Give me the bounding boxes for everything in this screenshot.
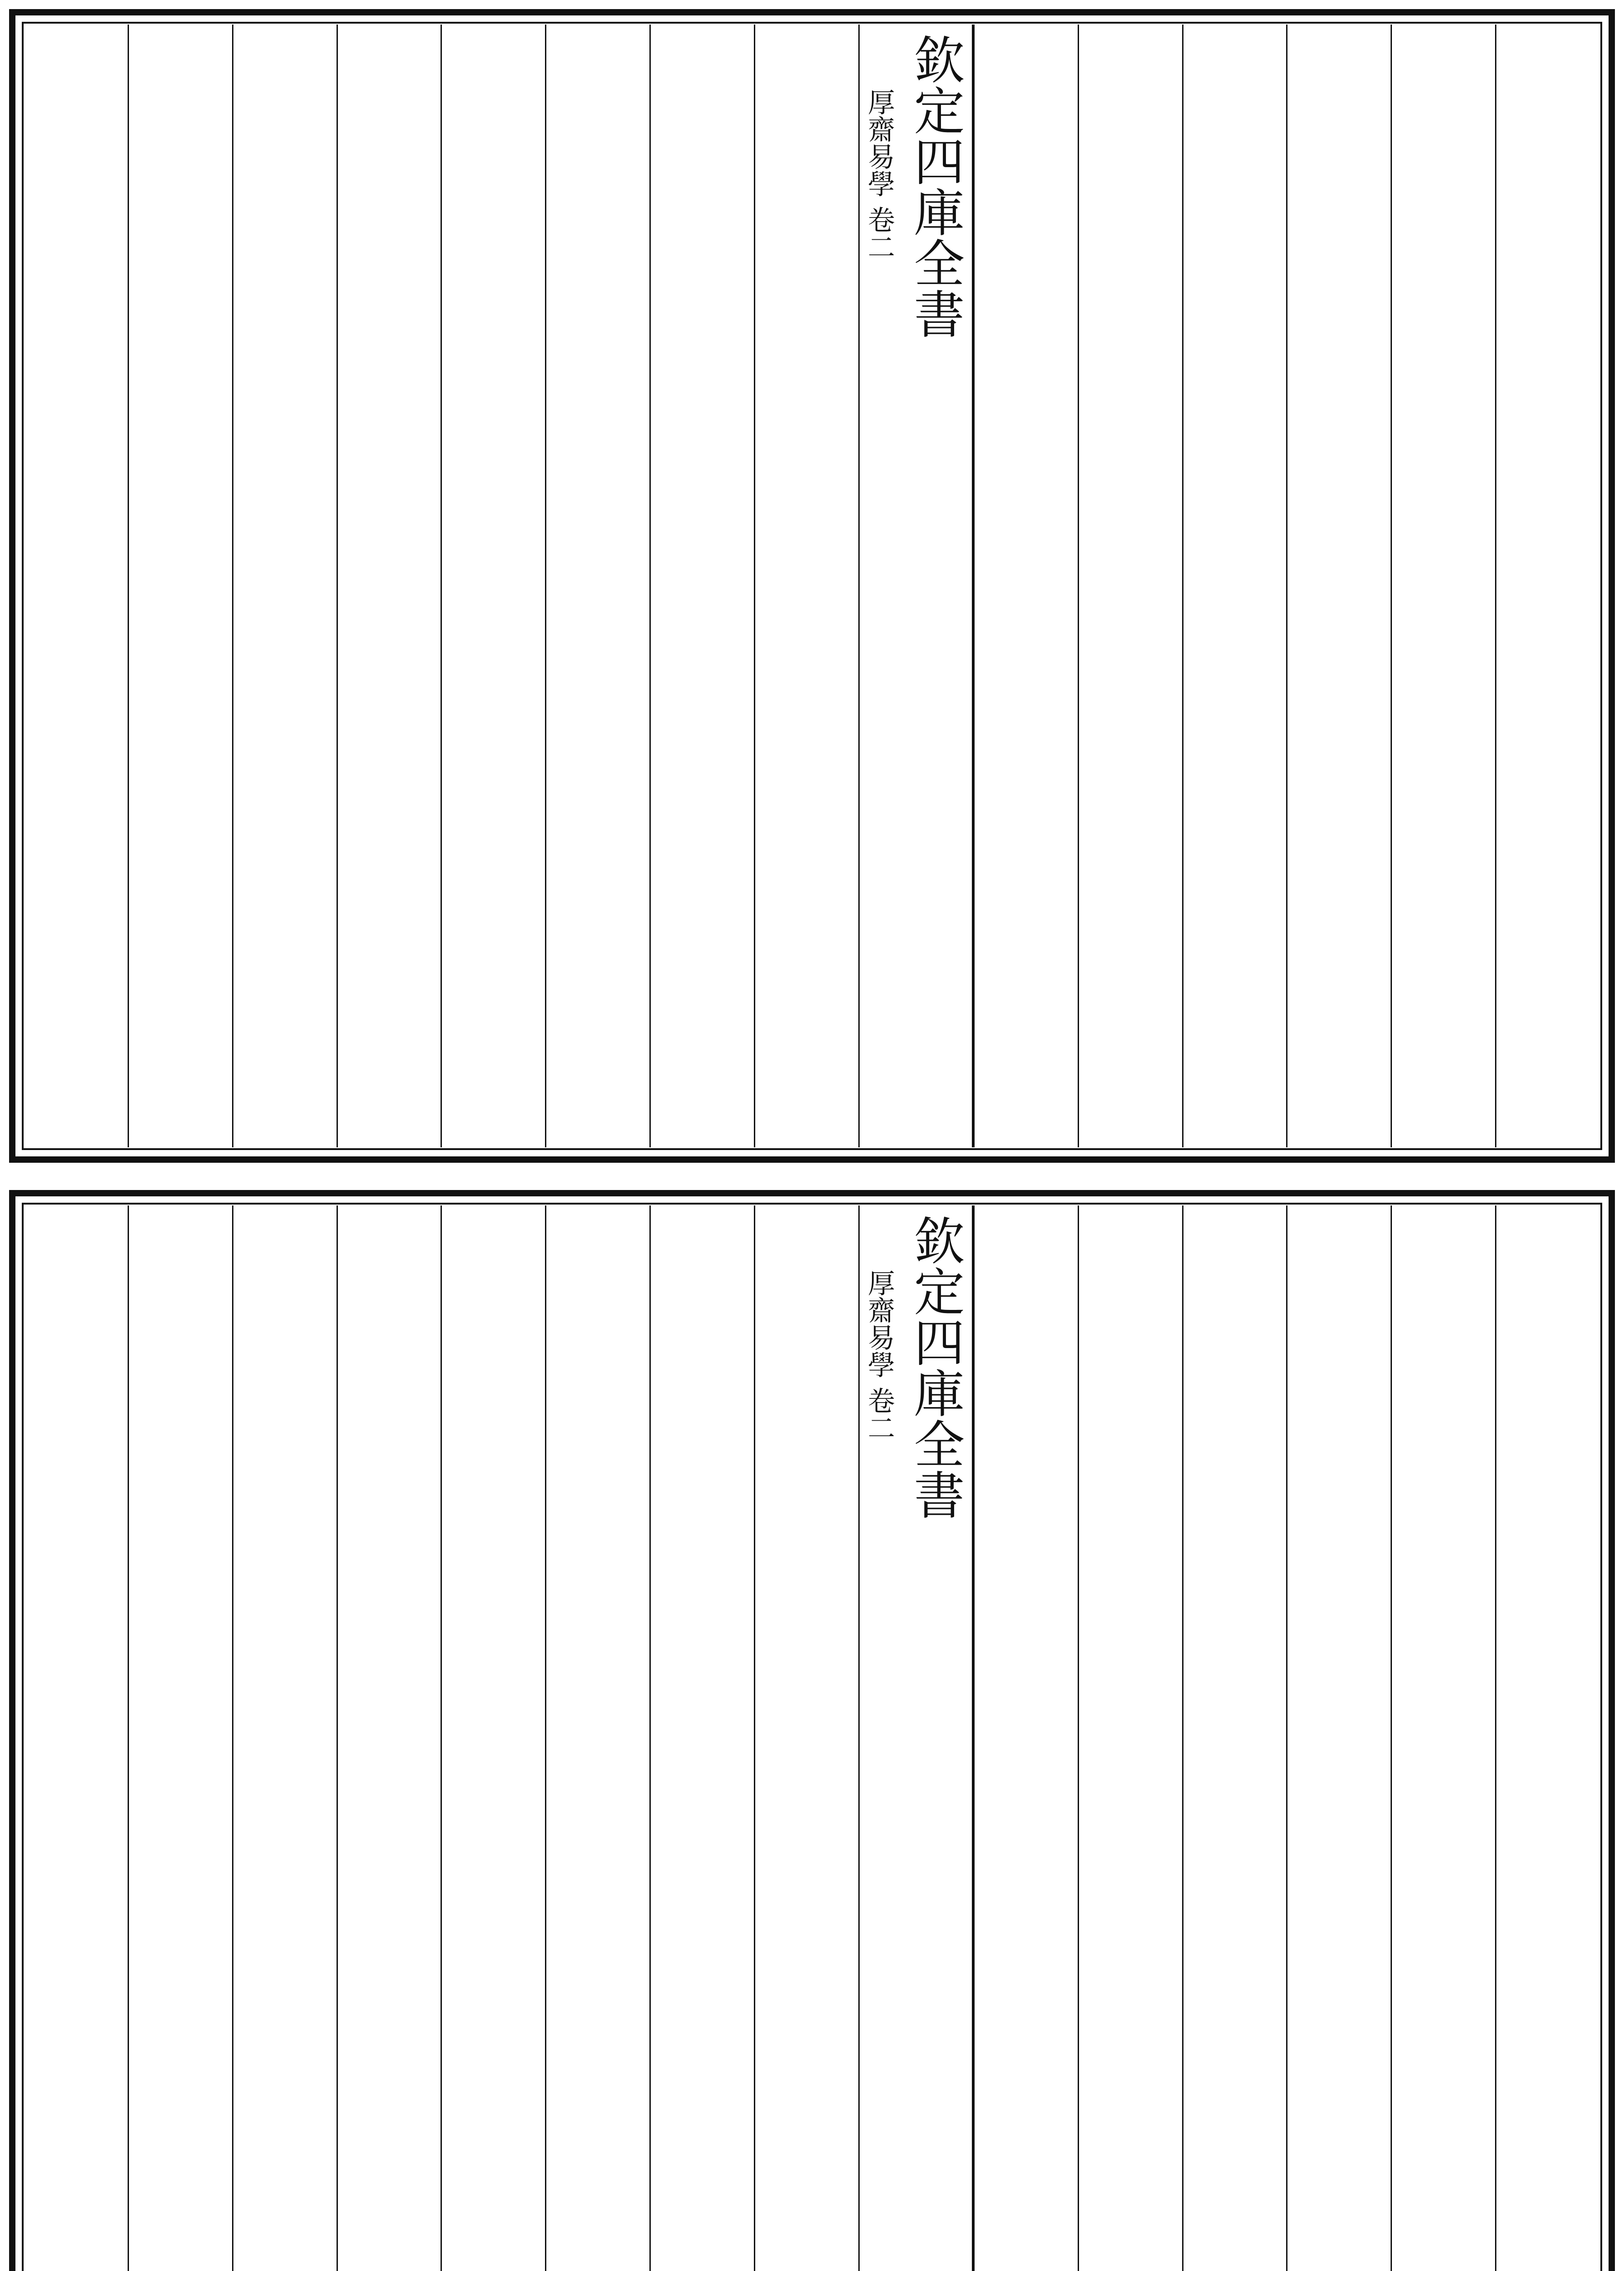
text-column [1495,1205,1599,2271]
center-fold [858,25,973,1147]
text-column [1078,25,1182,1147]
text-column [128,25,232,1147]
text-column [649,25,754,1147]
text-column [1078,1205,1182,2271]
center-fold [858,1205,973,2271]
text-column [1182,25,1287,1147]
text-column [649,1205,754,2271]
page-bottom-columns [25,1205,1599,2271]
text-column [337,1205,441,2271]
text-column [1182,1205,1287,2271]
text-column [754,25,858,1147]
text-column [1286,1205,1391,2271]
text-column [441,25,545,1147]
page-top-columns [25,25,1599,1147]
page-bottom [9,1190,1615,2271]
text-column [25,25,128,1147]
text-column [1495,25,1599,1147]
page-top [9,9,1615,1163]
fold-title: 欽定四庫全書 [905,1215,965,1520]
text-column [973,1205,1078,2271]
text-column [545,25,649,1147]
text-column [25,1205,128,2271]
text-column [545,1205,649,2271]
text-column [232,1205,337,2271]
text-column [441,1205,545,2271]
fold-subtitle: 厚齋易學 卷二 [863,88,895,261]
text-column [337,25,441,1147]
fold-subtitle: 厚齋易學 卷二 [863,1269,895,1442]
text-column [1391,25,1495,1147]
fold-title: 欽定四庫全書 [905,34,965,339]
text-column [1391,1205,1495,2271]
text-column [754,1205,858,2271]
text-column [232,25,337,1147]
text-column [128,1205,232,2271]
text-column [973,25,1078,1147]
text-column [1286,25,1391,1147]
